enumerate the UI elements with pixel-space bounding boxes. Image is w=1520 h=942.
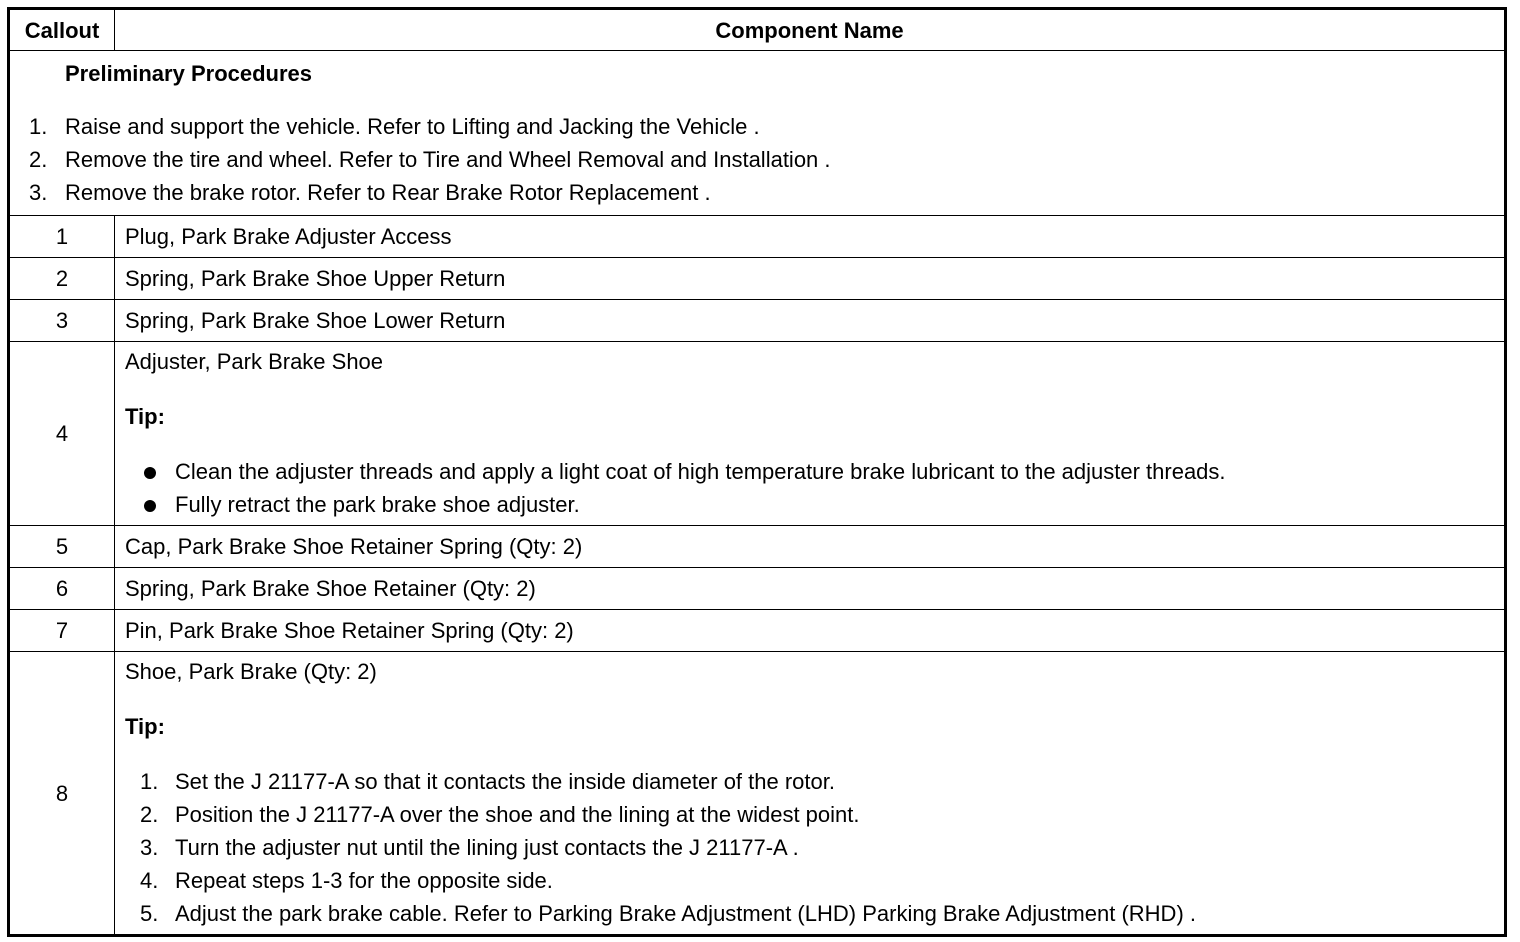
component-table [7, 7, 1507, 937]
table-row [9, 342, 1506, 526]
header-callout: Callout [9, 9, 115, 51]
preliminary-step [10, 176, 1504, 209]
tip-bullet [125, 488, 1504, 521]
step-number: 1. [140, 769, 159, 794]
tip-label: Tip: [125, 404, 165, 429]
tip-text: Fully retract the park brake shoe adjuster. [175, 492, 580, 517]
tip-step [125, 765, 1504, 798]
tip-step [125, 831, 1504, 864]
callout-cell: 6 [9, 568, 115, 610]
bullet-icon [144, 500, 156, 512]
callout-cell: 4 [9, 342, 115, 526]
step-number: 1. [29, 114, 48, 139]
preliminary-row [9, 51, 1506, 216]
table-row [9, 216, 1506, 258]
component-name-cell: Pin, Park Brake Shoe Retainer Spring (Qty: 2) [115, 610, 1506, 652]
step-number: 2. [140, 802, 159, 827]
step-number: 3. [140, 835, 159, 860]
callout-cell: 3 [9, 300, 115, 342]
step-text: Remove the tire and wheel. Refer to Tire and Wheel Removal and Installation . [65, 147, 831, 172]
table-row [9, 258, 1506, 300]
step-text: Set the J 21177-A so that it contacts the inside diameter of the rotor. [175, 769, 835, 794]
component-name-cell: Spring, Park Brake Shoe Upper Return [115, 258, 1506, 300]
preliminary-title: Preliminary Procedures [65, 61, 313, 86]
table-row [9, 652, 1506, 936]
preliminary-procedures [9, 51, 1506, 216]
tip-block [115, 652, 1504, 934]
table-row [9, 300, 1506, 342]
bullet-icon [144, 467, 156, 479]
step-text: Repeat steps 1-3 for the opposite side. [175, 868, 553, 893]
component-name: Shoe, Park Brake (Qty: 2) [125, 659, 377, 684]
tip-text: Clean the adjuster threads and apply a light coat of high temperature brake lubricant to the adjuster threads. [175, 459, 1226, 484]
step-number: 2. [29, 147, 48, 172]
tip-step [125, 897, 1504, 930]
table-header-row [9, 9, 1506, 51]
component-name-cell: Spring, Park Brake Shoe Lower Return [115, 300, 1506, 342]
callout-cell: 5 [9, 526, 115, 568]
step-text: Turn the adjuster nut until the lining just contacts the J 21177-A . [175, 835, 799, 860]
step-text: Raise and support the vehicle. Refer to Lifting and Jacking the Vehicle . [65, 114, 760, 139]
step-text: Adjust the park brake cable. Refer to Parking Brake Adjustment (LHD) Parking Brake Adjustment (RHD) . [175, 901, 1196, 926]
tip-step [125, 798, 1504, 831]
callout-cell: 2 [9, 258, 115, 300]
component-name-cell: Spring, Park Brake Shoe Retainer (Qty: 2) [115, 568, 1506, 610]
tip-bullet [125, 455, 1504, 488]
table-row [9, 568, 1506, 610]
tip-bullet-list [125, 455, 1504, 521]
tip-block [115, 342, 1504, 525]
preliminary-step [10, 110, 1504, 143]
header-component-name: Component Name [115, 9, 1506, 51]
component-name: Adjuster, Park Brake Shoe [125, 349, 384, 374]
component-name-cell [115, 652, 1506, 936]
step-text: Remove the brake rotor. Refer to Rear Brake Rotor Replacement . [65, 180, 711, 205]
tip-label: Tip: [125, 714, 165, 739]
tip-step [125, 864, 1504, 897]
tip-step-list [125, 765, 1504, 930]
table-row [9, 526, 1506, 568]
preliminary-steps [10, 110, 1504, 209]
table-row [9, 610, 1506, 652]
component-name-cell: Cap, Park Brake Shoe Retainer Spring (Qty: 2) [115, 526, 1506, 568]
callout-cell: 7 [9, 610, 115, 652]
step-number: 3. [29, 180, 48, 205]
component-name-cell: Plug, Park Brake Adjuster Access [115, 216, 1506, 258]
step-number: 5. [140, 901, 159, 926]
step-number: 4. [140, 868, 159, 893]
callout-cell: 8 [9, 652, 115, 936]
component-name-cell [115, 342, 1506, 526]
preliminary-step [10, 143, 1504, 176]
step-text: Position the J 21177-A over the shoe and the lining at the widest point. [175, 802, 860, 827]
callout-cell: 1 [9, 216, 115, 258]
